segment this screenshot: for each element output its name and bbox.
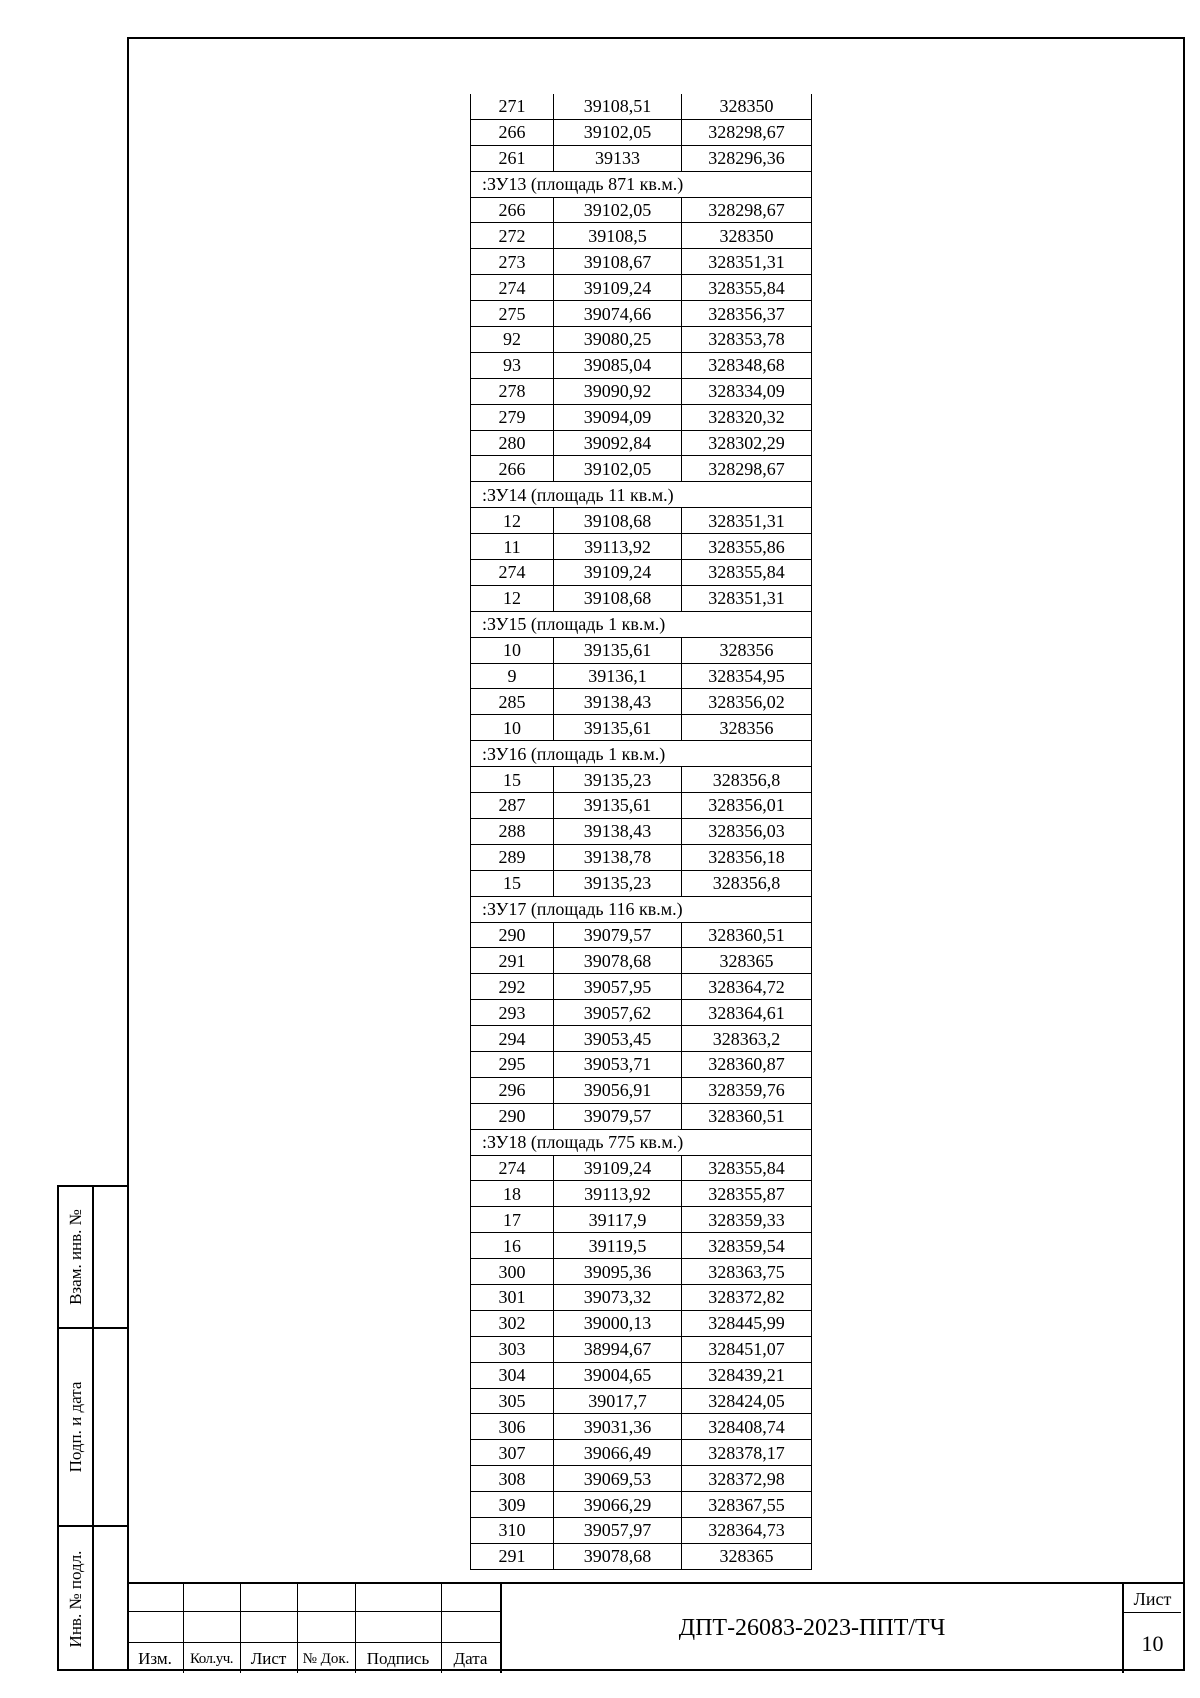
x-coordinate-cell: 39079,57 [554, 1103, 682, 1129]
table-row [471, 818, 812, 844]
table-row [471, 948, 812, 974]
table-row [471, 560, 812, 586]
point-number-cell: 275 [471, 301, 554, 327]
y-coordinate-cell: 328356 [682, 715, 812, 741]
table-row [471, 456, 812, 482]
table-row [471, 197, 812, 223]
y-coordinate-cell: 328298,67 [682, 119, 812, 145]
x-coordinate-cell: 39000,13 [554, 1310, 682, 1336]
y-coordinate-cell: 328365 [682, 948, 812, 974]
x-coordinate-cell: 39113,92 [554, 534, 682, 560]
point-number-cell: 266 [471, 197, 554, 223]
table-row [471, 275, 812, 301]
y-coordinate-cell: 328348,68 [682, 352, 812, 378]
table-row [471, 844, 812, 870]
point-number-cell: 12 [471, 585, 554, 611]
table-row [471, 1440, 812, 1466]
y-coordinate-cell: 328351,31 [682, 249, 812, 275]
point-number-cell: 296 [471, 1077, 554, 1103]
x-coordinate-cell: 39080,25 [554, 327, 682, 353]
table-row [471, 1207, 812, 1233]
side-cell-podp [59, 1329, 127, 1527]
parcel-header: :ЗУ13 (площадь 871 кв.м.) [471, 171, 812, 197]
sheet-number: 10 [1141, 1631, 1164, 1656]
point-number-cell: 294 [471, 1026, 554, 1052]
x-coordinate-cell: 39066,29 [554, 1492, 682, 1518]
table-row [471, 508, 812, 534]
point-number-cell: 287 [471, 793, 554, 819]
x-coordinate-cell: 39136,1 [554, 663, 682, 689]
point-number-cell: 307 [471, 1440, 554, 1466]
parcel-header-row [471, 1129, 812, 1155]
point-number-cell: 289 [471, 844, 554, 870]
y-coordinate-cell: 328359,76 [682, 1077, 812, 1103]
x-coordinate-cell: 39095,36 [554, 1259, 682, 1285]
y-coordinate-cell: 328354,95 [682, 663, 812, 689]
x-coordinate-cell: 39108,68 [554, 585, 682, 611]
point-number-cell: 11 [471, 534, 554, 560]
point-number-cell: 305 [471, 1388, 554, 1414]
x-coordinate-cell: 39109,24 [554, 1155, 682, 1181]
y-coordinate-cell: 328365 [682, 1543, 812, 1569]
y-coordinate-cell: 328424,05 [682, 1388, 812, 1414]
x-coordinate-cell: 39053,45 [554, 1026, 682, 1052]
table-row [471, 585, 812, 611]
y-coordinate-cell: 328372,82 [682, 1284, 812, 1310]
side-stamp [57, 1185, 127, 1671]
y-coordinate-cell: 328356,37 [682, 301, 812, 327]
table-row [471, 1414, 812, 1440]
point-number-cell: 310 [471, 1517, 554, 1543]
table-row [471, 1181, 812, 1207]
y-coordinate-cell: 328360,51 [682, 1103, 812, 1129]
table-row [471, 404, 812, 430]
y-coordinate-cell: 328355,84 [682, 560, 812, 586]
x-coordinate-cell: 39057,95 [554, 974, 682, 1000]
point-number-cell: 92 [471, 327, 554, 353]
x-coordinate-cell: 39090,92 [554, 378, 682, 404]
coordinates-table [470, 94, 812, 1570]
x-coordinate-cell: 39119,5 [554, 1233, 682, 1259]
point-number-cell: 272 [471, 223, 554, 249]
y-coordinate-cell: 328351,31 [682, 508, 812, 534]
table-row [471, 534, 812, 560]
point-number-cell: 301 [471, 1284, 554, 1310]
table-row [471, 119, 812, 145]
point-number-cell: 274 [471, 560, 554, 586]
y-coordinate-cell: 328445,99 [682, 1310, 812, 1336]
label-kol-uch: Кол.уч. [189, 1651, 234, 1667]
y-coordinate-cell: 328359,54 [682, 1233, 812, 1259]
table-row [471, 1492, 812, 1518]
side-label-vzam: Взам. инв. № [65, 1209, 85, 1305]
table-row [471, 1543, 812, 1569]
y-coordinate-cell: 328364,61 [682, 1000, 812, 1026]
point-number-cell: 274 [471, 275, 554, 301]
y-coordinate-cell: 328364,72 [682, 974, 812, 1000]
table-row [471, 663, 812, 689]
x-coordinate-cell: 39109,24 [554, 275, 682, 301]
point-number-cell: 290 [471, 1103, 554, 1129]
y-coordinate-cell: 328356,8 [682, 767, 812, 793]
side-label-inv: Инв. № подл. [65, 1550, 85, 1648]
y-coordinate-cell: 328408,74 [682, 1414, 812, 1440]
point-number-cell: 291 [471, 948, 554, 974]
table-row [471, 1000, 812, 1026]
x-coordinate-cell: 39133 [554, 145, 682, 171]
y-coordinate-cell: 328356,01 [682, 793, 812, 819]
point-number-cell: 9 [471, 663, 554, 689]
table-row [471, 637, 812, 663]
label-izm: Изм. [138, 1649, 172, 1668]
y-coordinate-cell: 328356,02 [682, 689, 812, 715]
x-coordinate-cell: 39108,51 [554, 94, 682, 119]
table-row [471, 145, 812, 171]
table-row [471, 430, 812, 456]
x-coordinate-cell: 39057,97 [554, 1517, 682, 1543]
table-row [471, 1077, 812, 1103]
y-coordinate-cell: 328355,87 [682, 1181, 812, 1207]
table-row [471, 1103, 812, 1129]
y-coordinate-cell: 328367,55 [682, 1492, 812, 1518]
x-coordinate-cell: 39078,68 [554, 1543, 682, 1569]
table-row [471, 352, 812, 378]
point-number-cell: 306 [471, 1414, 554, 1440]
point-number-cell: 290 [471, 922, 554, 948]
parcel-header-row [471, 741, 812, 767]
x-coordinate-cell: 39138,43 [554, 689, 682, 715]
point-number-cell: 274 [471, 1155, 554, 1181]
table-row [471, 378, 812, 404]
x-coordinate-cell: 39102,05 [554, 119, 682, 145]
point-number-cell: 10 [471, 637, 554, 663]
parcel-header-row [471, 482, 812, 508]
side-cell-vzam [59, 1187, 127, 1329]
x-coordinate-cell: 39108,68 [554, 508, 682, 534]
point-number-cell: 15 [471, 767, 554, 793]
y-coordinate-cell: 328355,84 [682, 275, 812, 301]
label-list: Лист [250, 1649, 287, 1668]
point-number-cell: 303 [471, 1336, 554, 1362]
point-number-cell: 300 [471, 1259, 554, 1285]
y-coordinate-cell: 328356,18 [682, 844, 812, 870]
point-number-cell: 17 [471, 1207, 554, 1233]
label-n-dok: № Док. [302, 1651, 350, 1667]
y-coordinate-cell: 328355,84 [682, 1155, 812, 1181]
y-coordinate-cell: 328451,07 [682, 1336, 812, 1362]
y-coordinate-cell: 328360,51 [682, 922, 812, 948]
y-coordinate-cell: 328355,86 [682, 534, 812, 560]
side-label-podp: Подп. и дата [65, 1381, 85, 1473]
y-coordinate-cell: 328320,32 [682, 404, 812, 430]
x-coordinate-cell: 39078,68 [554, 948, 682, 974]
point-number-cell: 266 [471, 456, 554, 482]
x-coordinate-cell: 38994,67 [554, 1336, 682, 1362]
point-number-cell: 308 [471, 1466, 554, 1492]
point-number-cell: 304 [471, 1362, 554, 1388]
point-number-cell: 279 [471, 404, 554, 430]
table-row [471, 1336, 812, 1362]
y-coordinate-cell: 328372,98 [682, 1466, 812, 1492]
parcel-header: :ЗУ14 (площадь 11 кв.м.) [471, 482, 812, 508]
table-row [471, 767, 812, 793]
y-coordinate-cell: 328359,33 [682, 1207, 812, 1233]
x-coordinate-cell: 39031,36 [554, 1414, 682, 1440]
table-row [471, 1466, 812, 1492]
y-coordinate-cell: 328439,21 [682, 1362, 812, 1388]
x-coordinate-cell: 39079,57 [554, 922, 682, 948]
y-coordinate-cell: 328363,2 [682, 1026, 812, 1052]
x-coordinate-cell: 39138,43 [554, 818, 682, 844]
table-row [471, 715, 812, 741]
point-number-cell: 271 [471, 94, 554, 119]
table-row [471, 301, 812, 327]
y-coordinate-cell: 328360,87 [682, 1051, 812, 1077]
x-coordinate-cell: 39057,62 [554, 1000, 682, 1026]
point-number-cell: 295 [471, 1051, 554, 1077]
x-coordinate-cell: 39135,61 [554, 715, 682, 741]
point-number-cell: 266 [471, 119, 554, 145]
table-row [471, 1155, 812, 1181]
side-cell-inv [59, 1527, 127, 1671]
parcel-header-row [471, 611, 812, 637]
table-row [471, 1051, 812, 1077]
table-row [471, 870, 812, 896]
y-coordinate-cell: 328350 [682, 223, 812, 249]
x-coordinate-cell: 39066,49 [554, 1440, 682, 1466]
x-coordinate-cell: 39004,65 [554, 1362, 682, 1388]
y-coordinate-cell: 328302,29 [682, 430, 812, 456]
y-coordinate-cell: 328296,36 [682, 145, 812, 171]
table-row [471, 1362, 812, 1388]
y-coordinate-cell: 328363,75 [682, 1259, 812, 1285]
table-row [471, 249, 812, 275]
point-number-cell: 15 [471, 870, 554, 896]
point-number-cell: 12 [471, 508, 554, 534]
x-coordinate-cell: 39113,92 [554, 1181, 682, 1207]
x-coordinate-cell: 39085,04 [554, 352, 682, 378]
x-coordinate-cell: 39135,23 [554, 870, 682, 896]
point-number-cell: 280 [471, 430, 554, 456]
x-coordinate-cell: 39102,05 [554, 456, 682, 482]
x-coordinate-cell: 39092,84 [554, 430, 682, 456]
y-coordinate-cell: 328353,78 [682, 327, 812, 353]
x-coordinate-cell: 39135,61 [554, 793, 682, 819]
y-coordinate-cell: 328356,8 [682, 870, 812, 896]
table-row [471, 327, 812, 353]
sheet-label: Лист [1124, 1584, 1181, 1613]
point-number-cell: 10 [471, 715, 554, 741]
title-block [127, 1582, 1185, 1671]
x-coordinate-cell: 39073,32 [554, 1284, 682, 1310]
x-coordinate-cell: 39102,05 [554, 197, 682, 223]
table-row [471, 1026, 812, 1052]
table-row [471, 974, 812, 1000]
point-number-cell: 292 [471, 974, 554, 1000]
x-coordinate-cell: 39053,71 [554, 1051, 682, 1077]
table-row [471, 793, 812, 819]
x-coordinate-cell: 39108,67 [554, 249, 682, 275]
table-row [471, 1233, 812, 1259]
parcel-header: :ЗУ15 (площадь 1 кв.м.) [471, 611, 812, 637]
y-coordinate-cell: 328298,67 [682, 456, 812, 482]
x-coordinate-cell: 39109,24 [554, 560, 682, 586]
x-coordinate-cell: 39117,9 [554, 1207, 682, 1233]
parcel-header-row [471, 171, 812, 197]
y-coordinate-cell: 328364,73 [682, 1517, 812, 1543]
y-coordinate-cell: 328356,03 [682, 818, 812, 844]
table-row [471, 1310, 812, 1336]
point-number-cell: 278 [471, 378, 554, 404]
point-number-cell: 309 [471, 1492, 554, 1518]
label-data: Дата [453, 1649, 488, 1668]
x-coordinate-cell: 39017,7 [554, 1388, 682, 1414]
point-number-cell: 93 [471, 352, 554, 378]
x-coordinate-cell: 39108,5 [554, 223, 682, 249]
y-coordinate-cell: 328378,17 [682, 1440, 812, 1466]
parcel-header: :ЗУ17 (площадь 116 кв.м.) [471, 896, 812, 922]
point-number-cell: 288 [471, 818, 554, 844]
point-number-cell: 285 [471, 689, 554, 715]
table-row [471, 1388, 812, 1414]
point-number-cell: 291 [471, 1543, 554, 1569]
point-number-cell: 261 [471, 145, 554, 171]
table-row [471, 1259, 812, 1285]
y-coordinate-cell: 328334,09 [682, 378, 812, 404]
y-coordinate-cell: 328298,67 [682, 197, 812, 223]
parcel-header: :ЗУ18 (площадь 775 кв.м.) [471, 1129, 812, 1155]
table-row [471, 1284, 812, 1310]
table-row [471, 223, 812, 249]
x-coordinate-cell: 39138,78 [554, 844, 682, 870]
document-code: ДПТ-26083-2023-ППТ/ТЧ [500, 1584, 1124, 1673]
y-coordinate-cell: 328356 [682, 637, 812, 663]
point-number-cell: 273 [471, 249, 554, 275]
x-coordinate-cell: 39056,91 [554, 1077, 682, 1103]
x-coordinate-cell: 39135,61 [554, 637, 682, 663]
x-coordinate-cell: 39094,09 [554, 404, 682, 430]
y-coordinate-cell: 328350 [682, 94, 812, 119]
parcel-header: :ЗУ16 (площадь 1 кв.м.) [471, 741, 812, 767]
parcel-header-row [471, 896, 812, 922]
table-row [471, 1517, 812, 1543]
table-row [471, 922, 812, 948]
point-number-cell: 302 [471, 1310, 554, 1336]
table-row [471, 94, 812, 119]
table-row [471, 689, 812, 715]
point-number-cell: 16 [471, 1233, 554, 1259]
point-number-cell: 293 [471, 1000, 554, 1026]
x-coordinate-cell: 39135,23 [554, 767, 682, 793]
x-coordinate-cell: 39074,66 [554, 301, 682, 327]
y-coordinate-cell: 328351,31 [682, 585, 812, 611]
x-coordinate-cell: 39069,53 [554, 1466, 682, 1492]
label-podpis: Подпись [366, 1649, 430, 1668]
point-number-cell: 18 [471, 1181, 554, 1207]
